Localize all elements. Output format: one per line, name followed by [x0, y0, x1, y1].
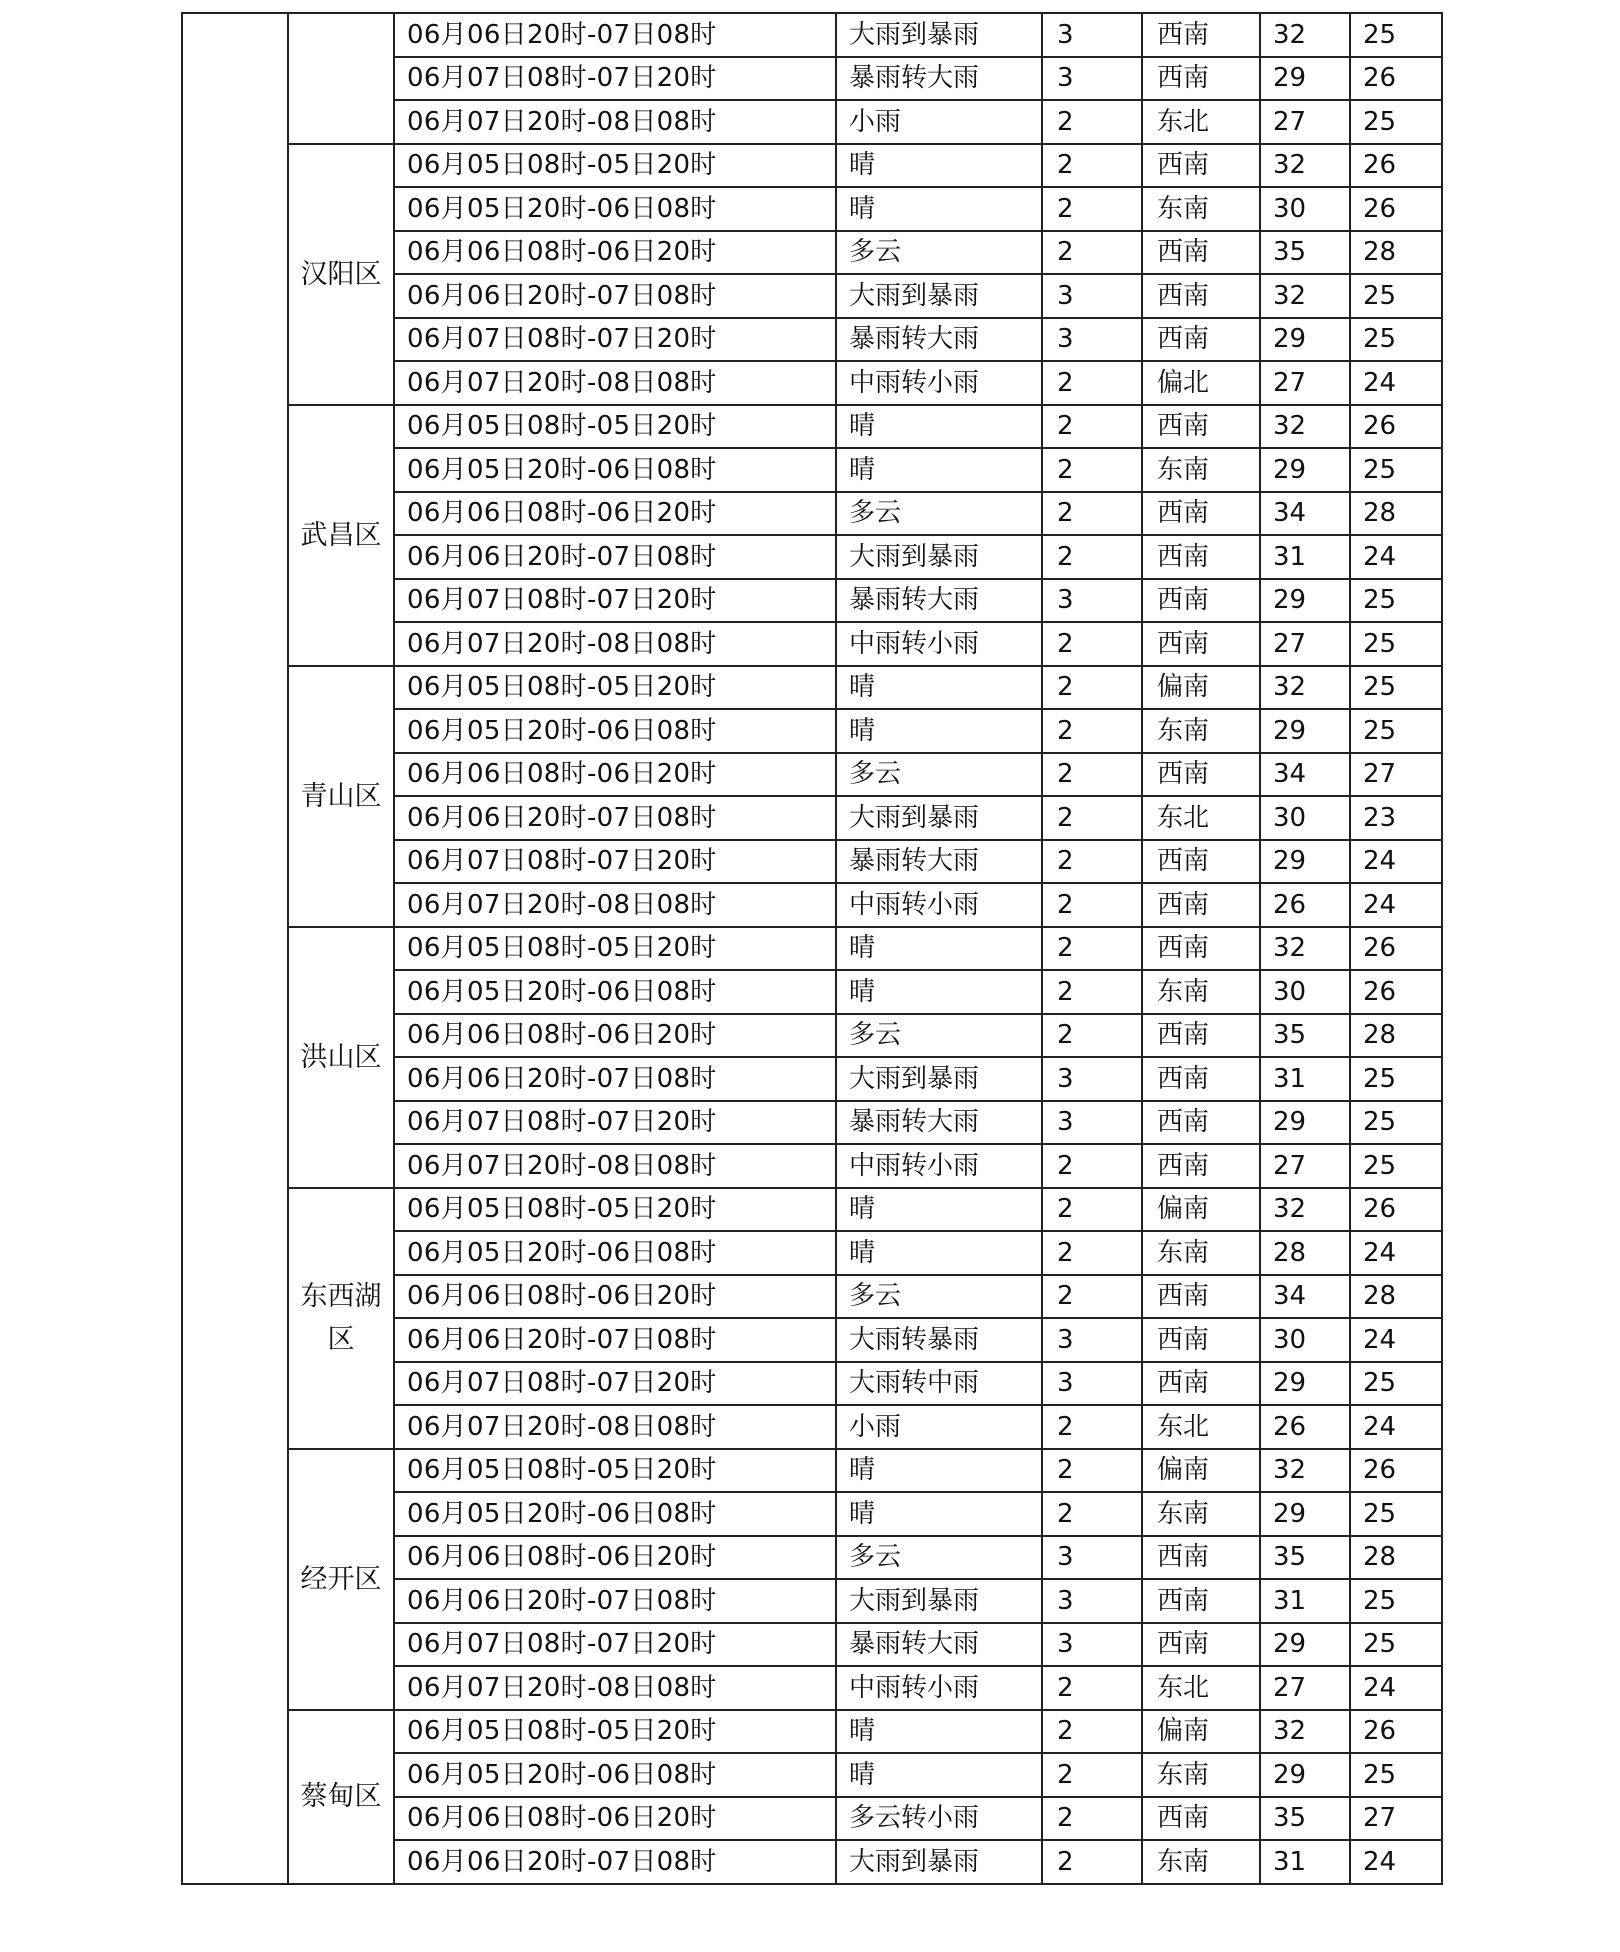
max-temp-cell: 30	[1260, 187, 1350, 231]
min-temp-cell: 26	[1350, 1188, 1442, 1232]
period-cell: 06月05日20时-06日08时	[394, 709, 836, 753]
min-temp-cell: 25	[1350, 1144, 1442, 1188]
district-cell: 汉阳区	[288, 144, 394, 405]
wind-level-cell: 2	[1042, 1449, 1142, 1493]
wind-level-cell: 2	[1042, 492, 1142, 536]
weather-cell: 晴	[836, 1231, 1042, 1275]
max-temp-cell: 34	[1260, 492, 1350, 536]
min-temp-cell: 24	[1350, 361, 1442, 405]
wind-direction-cell: 偏北	[1142, 361, 1260, 405]
max-temp-cell: 26	[1260, 1405, 1350, 1449]
min-temp-cell: 25	[1350, 1579, 1442, 1623]
max-temp-cell: 32	[1260, 666, 1350, 710]
max-temp-cell: 32	[1260, 1710, 1350, 1754]
wind-level-cell: 2	[1042, 1231, 1142, 1275]
wind-direction-cell: 偏南	[1142, 666, 1260, 710]
wind-direction-cell: 西南	[1142, 1536, 1260, 1580]
min-temp-cell: 24	[1350, 1231, 1442, 1275]
weather-cell: 暴雨转大雨	[836, 840, 1042, 884]
min-temp-cell: 26	[1350, 57, 1442, 101]
wind-level-cell: 2	[1042, 970, 1142, 1014]
max-temp-cell: 32	[1260, 1188, 1350, 1232]
table-row	[182, 144, 1442, 188]
weather-cell: 晴	[836, 1449, 1042, 1493]
table-row	[182, 13, 1442, 57]
table-row	[182, 1188, 1442, 1232]
max-temp-cell: 26	[1260, 883, 1350, 927]
period-cell: 06月07日08时-07日20时	[394, 1623, 836, 1667]
period-cell: 06月07日20时-08日08时	[394, 100, 836, 144]
min-temp-cell: 25	[1350, 274, 1442, 318]
min-temp-cell: 28	[1350, 231, 1442, 275]
wind-direction-cell: 西南	[1142, 840, 1260, 884]
min-temp-cell: 25	[1350, 1492, 1442, 1536]
weather-cell: 晴	[836, 927, 1042, 971]
forecast-table-body	[182, 13, 1442, 1884]
max-temp-cell: 29	[1260, 1623, 1350, 1667]
wind-direction-cell: 西南	[1142, 622, 1260, 666]
min-temp-cell: 26	[1350, 187, 1442, 231]
min-temp-cell: 28	[1350, 1275, 1442, 1319]
weather-cell: 中雨转小雨	[836, 622, 1042, 666]
period-cell: 06月05日08时-05日20时	[394, 666, 836, 710]
table-row	[182, 666, 1442, 710]
wind-level-cell: 2	[1042, 1275, 1142, 1319]
period-cell: 06月06日08时-06日20时	[394, 753, 836, 797]
max-temp-cell: 30	[1260, 1318, 1350, 1362]
wind-direction-cell: 西南	[1142, 13, 1260, 57]
wind-direction-cell: 东南	[1142, 709, 1260, 753]
weather-cell: 大雨到暴雨	[836, 274, 1042, 318]
period-cell: 06月07日20时-08日08时	[394, 622, 836, 666]
wind-direction-cell: 西南	[1142, 927, 1260, 971]
max-temp-cell: 32	[1260, 405, 1350, 449]
wind-direction-cell: 西南	[1142, 1623, 1260, 1667]
period-cell: 06月07日20时-08日08时	[394, 1144, 836, 1188]
period-cell: 06月06日20时-07日08时	[394, 796, 836, 840]
wind-direction-cell: 西南	[1142, 753, 1260, 797]
min-temp-cell: 27	[1350, 1797, 1442, 1841]
max-temp-cell: 31	[1260, 535, 1350, 579]
wind-direction-cell: 东南	[1142, 448, 1260, 492]
period-cell: 06月05日20时-06日08时	[394, 1492, 836, 1536]
wind-level-cell: 2	[1042, 1710, 1142, 1754]
min-temp-cell: 25	[1350, 1753, 1442, 1797]
period-cell: 06月06日08时-06日20时	[394, 1536, 836, 1580]
wind-level-cell: 2	[1042, 796, 1142, 840]
max-temp-cell: 34	[1260, 1275, 1350, 1319]
wind-direction-cell: 西南	[1142, 1579, 1260, 1623]
weather-cell: 大雨到暴雨	[836, 1057, 1042, 1101]
max-temp-cell: 29	[1260, 1753, 1350, 1797]
weather-cell: 大雨到暴雨	[836, 535, 1042, 579]
min-temp-cell: 25	[1350, 666, 1442, 710]
wind-level-cell: 2	[1042, 1753, 1142, 1797]
max-temp-cell: 30	[1260, 970, 1350, 1014]
wind-level-cell: 3	[1042, 57, 1142, 101]
wind-level-cell: 2	[1042, 1014, 1142, 1058]
wind-level-cell: 2	[1042, 1405, 1142, 1449]
max-temp-cell: 32	[1260, 274, 1350, 318]
wind-direction-cell: 西南	[1142, 1318, 1260, 1362]
wind-direction-cell: 东南	[1142, 1840, 1260, 1884]
table-row	[182, 1449, 1442, 1493]
weather-cell: 大雨到暴雨	[836, 1840, 1042, 1884]
weather-cell: 晴	[836, 1188, 1042, 1232]
weather-cell: 多云	[836, 1536, 1042, 1580]
min-temp-cell: 25	[1350, 448, 1442, 492]
wind-direction-cell: 东北	[1142, 1666, 1260, 1710]
min-temp-cell: 28	[1350, 492, 1442, 536]
max-temp-cell: 27	[1260, 622, 1350, 666]
city-cell	[182, 13, 288, 1884]
weather-cell: 中雨转小雨	[836, 1144, 1042, 1188]
max-temp-cell: 27	[1260, 1666, 1350, 1710]
min-temp-cell: 23	[1350, 796, 1442, 840]
period-cell: 06月05日20时-06日08时	[394, 970, 836, 1014]
table-row	[182, 1710, 1442, 1754]
period-cell: 06月06日20时-07日08时	[394, 1579, 836, 1623]
max-temp-cell: 32	[1260, 927, 1350, 971]
min-temp-cell: 24	[1350, 1666, 1442, 1710]
period-cell: 06月06日08时-06日20时	[394, 1014, 836, 1058]
wind-level-cell: 2	[1042, 231, 1142, 275]
max-temp-cell: 35	[1260, 1014, 1350, 1058]
wind-level-cell: 2	[1042, 1797, 1142, 1841]
district-cell	[288, 13, 394, 144]
weather-cell: 多云	[836, 753, 1042, 797]
min-temp-cell: 25	[1350, 1362, 1442, 1406]
period-cell: 06月06日08时-06日20时	[394, 1797, 836, 1841]
max-temp-cell: 31	[1260, 1840, 1350, 1884]
weather-cell: 多云转小雨	[836, 1797, 1042, 1841]
period-cell: 06月05日20时-06日08时	[394, 448, 836, 492]
max-temp-cell: 27	[1260, 100, 1350, 144]
district-cell: 洪山区	[288, 927, 394, 1188]
max-temp-cell: 29	[1260, 840, 1350, 884]
wind-direction-cell: 西南	[1142, 1797, 1260, 1841]
weather-cell: 晴	[836, 1710, 1042, 1754]
wind-direction-cell: 偏南	[1142, 1449, 1260, 1493]
weather-cell: 晴	[836, 405, 1042, 449]
wind-level-cell: 2	[1042, 1492, 1142, 1536]
min-temp-cell: 24	[1350, 1840, 1442, 1884]
wind-level-cell: 3	[1042, 1579, 1142, 1623]
min-temp-cell: 28	[1350, 1536, 1442, 1580]
period-cell: 06月07日08时-07日20时	[394, 840, 836, 884]
max-temp-cell: 27	[1260, 361, 1350, 405]
period-cell: 06月05日20时-06日08时	[394, 1753, 836, 1797]
wind-level-cell: 3	[1042, 1362, 1142, 1406]
wind-level-cell: 2	[1042, 187, 1142, 231]
period-cell: 06月07日20时-08日08时	[394, 361, 836, 405]
min-temp-cell: 26	[1350, 1710, 1442, 1754]
wind-direction-cell: 西南	[1142, 318, 1260, 362]
period-cell: 06月07日08时-07日20时	[394, 579, 836, 623]
min-temp-cell: 28	[1350, 1014, 1442, 1058]
max-temp-cell: 29	[1260, 1362, 1350, 1406]
min-temp-cell: 25	[1350, 1623, 1442, 1667]
wind-direction-cell: 西南	[1142, 883, 1260, 927]
weather-cell: 小雨	[836, 100, 1042, 144]
max-temp-cell: 35	[1260, 231, 1350, 275]
district-cell: 经开区	[288, 1449, 394, 1710]
min-temp-cell: 24	[1350, 883, 1442, 927]
period-cell: 06月07日20时-08日08时	[394, 1405, 836, 1449]
min-temp-cell: 25	[1350, 579, 1442, 623]
weather-cell: 暴雨转大雨	[836, 1623, 1042, 1667]
wind-level-cell: 3	[1042, 274, 1142, 318]
weather-cell: 晴	[836, 448, 1042, 492]
wind-direction-cell: 东南	[1142, 1753, 1260, 1797]
max-temp-cell: 27	[1260, 1144, 1350, 1188]
period-cell: 06月05日08时-05日20时	[394, 1710, 836, 1754]
weather-cell: 晴	[836, 970, 1042, 1014]
wind-direction-cell: 西南	[1142, 1101, 1260, 1145]
wind-level-cell: 2	[1042, 666, 1142, 710]
wind-level-cell: 3	[1042, 1101, 1142, 1145]
weather-cell: 大雨转中雨	[836, 1362, 1042, 1406]
period-cell: 06月05日08时-05日20时	[394, 144, 836, 188]
wind-level-cell: 2	[1042, 100, 1142, 144]
period-cell: 06月07日20时-08日08时	[394, 1666, 836, 1710]
min-temp-cell: 26	[1350, 405, 1442, 449]
max-temp-cell: 32	[1260, 144, 1350, 188]
wind-level-cell: 3	[1042, 1623, 1142, 1667]
period-cell: 06月07日08时-07日20时	[394, 57, 836, 101]
weather-cell: 暴雨转大雨	[836, 1101, 1042, 1145]
wind-level-cell: 2	[1042, 1666, 1142, 1710]
wind-level-cell: 3	[1042, 318, 1142, 362]
wind-level-cell: 2	[1042, 840, 1142, 884]
period-cell: 06月06日20时-07日08时	[394, 1318, 836, 1362]
period-cell: 06月05日20时-06日08时	[394, 1231, 836, 1275]
weather-cell: 大雨到暴雨	[836, 13, 1042, 57]
wind-direction-cell: 西南	[1142, 274, 1260, 318]
wind-direction-cell: 东南	[1142, 1492, 1260, 1536]
wind-direction-cell: 东北	[1142, 100, 1260, 144]
weather-cell: 多云	[836, 492, 1042, 536]
weather-cell: 中雨转小雨	[836, 883, 1042, 927]
wind-level-cell: 2	[1042, 1188, 1142, 1232]
max-temp-cell: 29	[1260, 318, 1350, 362]
period-cell: 06月07日08时-07日20时	[394, 1101, 836, 1145]
wind-level-cell: 2	[1042, 709, 1142, 753]
wind-level-cell: 2	[1042, 1840, 1142, 1884]
wind-direction-cell: 西南	[1142, 535, 1260, 579]
weather-cell: 大雨到暴雨	[836, 796, 1042, 840]
min-temp-cell: 25	[1350, 100, 1442, 144]
wind-direction-cell: 东北	[1142, 796, 1260, 840]
wind-direction-cell: 西南	[1142, 1275, 1260, 1319]
wind-level-cell: 3	[1042, 13, 1142, 57]
min-temp-cell: 26	[1350, 927, 1442, 971]
min-temp-cell: 26	[1350, 1449, 1442, 1493]
weather-cell: 晴	[836, 1753, 1042, 1797]
min-temp-cell: 25	[1350, 622, 1442, 666]
period-cell: 06月06日20时-07日08时	[394, 1840, 836, 1884]
weather-cell: 晴	[836, 709, 1042, 753]
table-row	[182, 927, 1442, 971]
weather-cell: 暴雨转大雨	[836, 579, 1042, 623]
period-cell: 06月06日08时-06日20时	[394, 492, 836, 536]
period-cell: 06月06日20时-07日08时	[394, 274, 836, 318]
wind-direction-cell: 西南	[1142, 231, 1260, 275]
max-temp-cell: 29	[1260, 448, 1350, 492]
max-temp-cell: 29	[1260, 1101, 1350, 1145]
district-cell: 东西湖区	[288, 1188, 394, 1449]
min-temp-cell: 25	[1350, 1101, 1442, 1145]
weather-cell: 暴雨转大雨	[836, 57, 1042, 101]
max-temp-cell: 35	[1260, 1536, 1350, 1580]
district-cell: 武昌区	[288, 405, 394, 666]
weather-cell: 大雨到暴雨	[836, 1579, 1042, 1623]
weather-cell: 暴雨转大雨	[836, 318, 1042, 362]
max-temp-cell: 31	[1260, 1057, 1350, 1101]
max-temp-cell: 32	[1260, 1449, 1350, 1493]
min-temp-cell: 25	[1350, 13, 1442, 57]
wind-direction-cell: 西南	[1142, 1144, 1260, 1188]
weather-cell: 多云	[836, 1014, 1042, 1058]
max-temp-cell: 34	[1260, 753, 1350, 797]
min-temp-cell: 25	[1350, 709, 1442, 753]
max-temp-cell: 30	[1260, 796, 1350, 840]
weather-cell: 多云	[836, 231, 1042, 275]
weather-cell: 小雨	[836, 1405, 1042, 1449]
wind-direction-cell: 西南	[1142, 57, 1260, 101]
wind-level-cell: 2	[1042, 1144, 1142, 1188]
period-cell: 06月05日08时-05日20时	[394, 1449, 836, 1493]
period-cell: 06月06日20时-07日08时	[394, 13, 836, 57]
wind-direction-cell: 东南	[1142, 1231, 1260, 1275]
wind-direction-cell: 西南	[1142, 1014, 1260, 1058]
max-temp-cell: 29	[1260, 57, 1350, 101]
wind-level-cell: 2	[1042, 535, 1142, 579]
wind-direction-cell: 东南	[1142, 970, 1260, 1014]
weather-cell: 晴	[836, 666, 1042, 710]
wind-direction-cell: 西南	[1142, 1362, 1260, 1406]
min-temp-cell: 26	[1350, 144, 1442, 188]
weather-cell: 晴	[836, 187, 1042, 231]
table-row	[182, 405, 1442, 449]
max-temp-cell: 29	[1260, 709, 1350, 753]
min-temp-cell: 24	[1350, 535, 1442, 579]
weather-cell: 晴	[836, 1492, 1042, 1536]
wind-direction-cell: 西南	[1142, 1057, 1260, 1101]
min-temp-cell: 27	[1350, 753, 1442, 797]
max-temp-cell: 31	[1260, 1579, 1350, 1623]
period-cell: 06月06日20时-07日08时	[394, 535, 836, 579]
wind-direction-cell: 偏南	[1142, 1710, 1260, 1754]
min-temp-cell: 24	[1350, 840, 1442, 884]
wind-level-cell: 2	[1042, 405, 1142, 449]
weather-cell: 中雨转小雨	[836, 1666, 1042, 1710]
max-temp-cell: 29	[1260, 579, 1350, 623]
wind-direction-cell: 西南	[1142, 579, 1260, 623]
wind-level-cell: 2	[1042, 883, 1142, 927]
wind-level-cell: 3	[1042, 579, 1142, 623]
min-temp-cell: 24	[1350, 1405, 1442, 1449]
wind-direction-cell: 东南	[1142, 187, 1260, 231]
max-temp-cell: 29	[1260, 1492, 1350, 1536]
period-cell: 06月05日08时-05日20时	[394, 405, 836, 449]
min-temp-cell: 26	[1350, 970, 1442, 1014]
wind-level-cell: 2	[1042, 622, 1142, 666]
wind-direction-cell: 西南	[1142, 492, 1260, 536]
weather-cell: 多云	[836, 1275, 1042, 1319]
wind-level-cell: 2	[1042, 927, 1142, 971]
period-cell: 06月07日08时-07日20时	[394, 1362, 836, 1406]
period-cell: 06月06日20时-07日08时	[394, 1057, 836, 1101]
district-cell: 蔡甸区	[288, 1710, 394, 1884]
weather-cell: 中雨转小雨	[836, 361, 1042, 405]
period-cell: 06月07日08时-07日20时	[394, 318, 836, 362]
period-cell: 06月07日20时-08日08时	[394, 883, 836, 927]
wind-level-cell: 2	[1042, 144, 1142, 188]
min-temp-cell: 24	[1350, 1318, 1442, 1362]
wind-level-cell: 2	[1042, 753, 1142, 797]
wind-level-cell: 3	[1042, 1057, 1142, 1101]
period-cell: 06月05日08时-05日20时	[394, 927, 836, 971]
wind-direction-cell: 东北	[1142, 1405, 1260, 1449]
wind-level-cell: 3	[1042, 1318, 1142, 1362]
forecast-table	[181, 12, 1443, 1885]
max-temp-cell: 35	[1260, 1797, 1350, 1841]
wind-level-cell: 3	[1042, 1536, 1142, 1580]
district-cell: 青山区	[288, 666, 394, 927]
max-temp-cell: 28	[1260, 1231, 1350, 1275]
min-temp-cell: 25	[1350, 1057, 1442, 1101]
period-cell: 06月06日08时-06日20时	[394, 1275, 836, 1319]
max-temp-cell: 32	[1260, 13, 1350, 57]
wind-direction-cell: 西南	[1142, 405, 1260, 449]
period-cell: 06月05日08时-05日20时	[394, 1188, 836, 1232]
wind-level-cell: 2	[1042, 361, 1142, 405]
wind-level-cell: 2	[1042, 448, 1142, 492]
wind-direction-cell: 偏南	[1142, 1188, 1260, 1232]
period-cell: 06月06日08时-06日20时	[394, 231, 836, 275]
min-temp-cell: 25	[1350, 318, 1442, 362]
period-cell: 06月05日20时-06日08时	[394, 187, 836, 231]
weather-cell: 晴	[836, 144, 1042, 188]
wind-direction-cell: 西南	[1142, 144, 1260, 188]
weather-cell: 大雨转暴雨	[836, 1318, 1042, 1362]
